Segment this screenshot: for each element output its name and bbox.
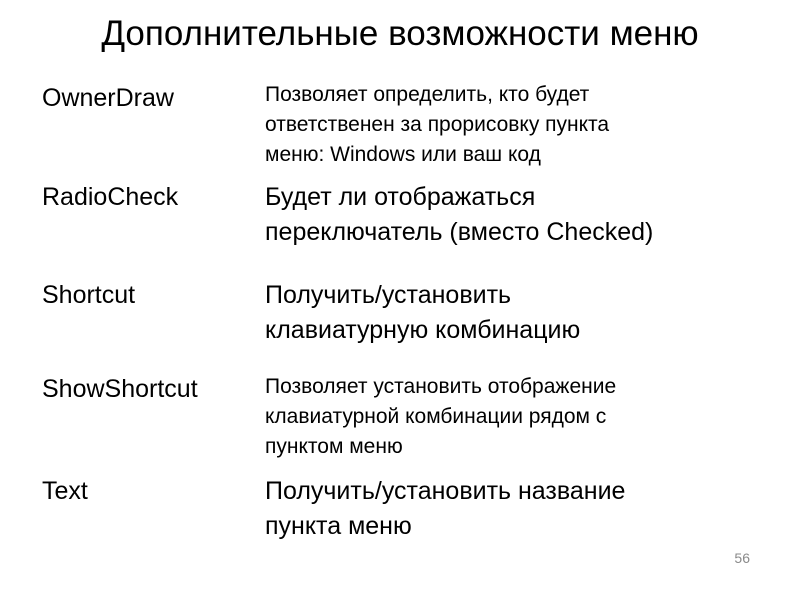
description-line: Позволяет определить, кто будет bbox=[265, 83, 590, 106]
description-line: Получить/установить название bbox=[265, 477, 626, 505]
description-line: Будет ли отображаться bbox=[265, 183, 536, 211]
property-name: ShowShortcut bbox=[42, 375, 198, 403]
description-line: ответственен за прорисовку пункта bbox=[265, 113, 610, 136]
property-name: OwnerDraw bbox=[42, 84, 174, 112]
property-name: Shortcut bbox=[42, 281, 136, 309]
property-description bbox=[265, 180, 785, 250]
slide-title: Дополнительные возможности меню bbox=[101, 14, 699, 53]
description-line: переключатель (вместо Checked) bbox=[265, 218, 654, 246]
property-name: RadioCheck bbox=[42, 183, 179, 211]
property-description bbox=[265, 474, 785, 544]
page-number: 56 bbox=[734, 550, 750, 566]
description-line: пункта меню bbox=[265, 512, 412, 540]
description-line: Получить/установить bbox=[265, 281, 512, 309]
property-description bbox=[265, 372, 785, 462]
description-line: клавиатурной комбинации рядом с bbox=[265, 405, 607, 428]
property-name: Text bbox=[42, 477, 88, 505]
description-line: клавиатурную комбинацию bbox=[265, 316, 581, 344]
property-description bbox=[265, 80, 785, 170]
description-line: Позволяет установить отображение bbox=[265, 375, 617, 398]
description-line: пунктом меню bbox=[265, 435, 403, 458]
property-description bbox=[265, 278, 785, 348]
description-line: меню: Windows или ваш код bbox=[265, 143, 541, 166]
